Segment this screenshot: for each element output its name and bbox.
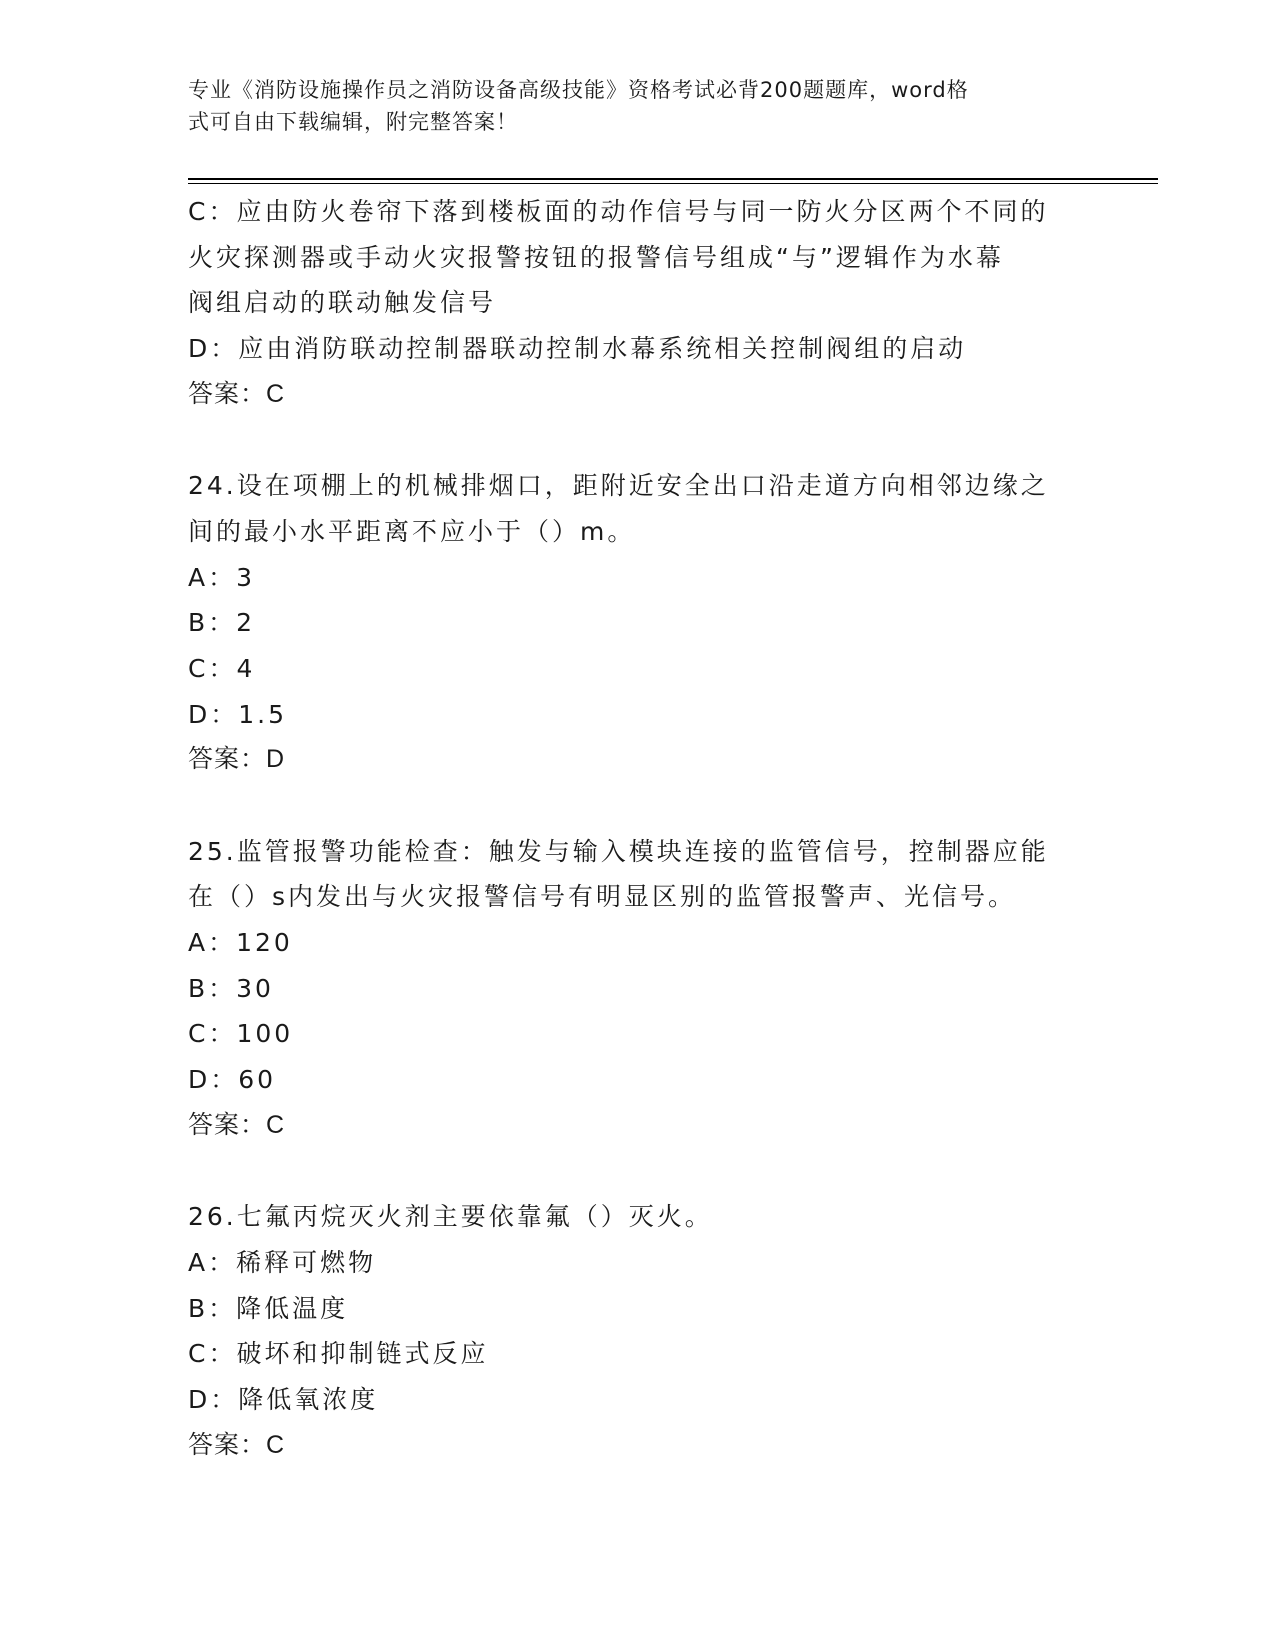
answer: 答案：C xyxy=(188,1430,286,1459)
carryover-question xyxy=(188,189,1088,417)
option-a: A：稀释可燃物 xyxy=(188,1247,377,1277)
option-b: B：降低温度 xyxy=(188,1293,349,1323)
question-stem-line: 25.监管报警功能检查：触发与输入模块连接的监管信号，控制器应能 xyxy=(188,836,1049,866)
header-divider-thin xyxy=(188,183,1158,184)
option-c-line: 阀组启动的联动触发信号 xyxy=(188,288,497,318)
option-d: D：1.5 xyxy=(188,699,288,729)
question-25 xyxy=(188,829,1088,1149)
answer: 答案：D xyxy=(188,745,286,774)
option-a: A：3 xyxy=(188,562,256,592)
question-stem-line: 24.设在项棚上的机械排烟口，距附近安全出口沿走道方向相邻边缘之 xyxy=(188,471,1049,501)
question-stem-line: 间的最小水平距离不应小于（）m。 xyxy=(188,516,636,546)
option-a: A：120 xyxy=(188,928,293,957)
option-b: B：2 xyxy=(188,608,256,638)
spacer xyxy=(188,417,1088,463)
question-24 xyxy=(188,463,1088,783)
answer: 答案：C xyxy=(188,379,286,408)
header-divider-thick xyxy=(188,178,1158,180)
question-stem-line: 在（）s内发出与火灾报警信号有明显区别的监管报警声、光信号。 xyxy=(188,882,1017,912)
spacer xyxy=(188,1148,1088,1194)
answer: 答案：C xyxy=(188,1110,286,1139)
option-d: D：60 xyxy=(188,1065,277,1095)
option-c-line: 火灾探测器或手动火灾报警按钮的报警信号组成“与”逻辑作为水幕 xyxy=(188,242,1004,272)
option-c: C：100 xyxy=(188,1019,294,1049)
question-content xyxy=(188,189,1088,1468)
option-c-line: C：应由防火卷帘下落到楼板面的动作信号与同一防火分区两个不同的 xyxy=(188,197,1049,226)
header-title-line-1: 专业《消防设施操作员之消防设备高级技能》资格考试必背200题题库，word格 xyxy=(188,78,969,102)
spacer xyxy=(188,783,1088,829)
question-26 xyxy=(188,1194,1088,1468)
option-d: D：降低氧浓度 xyxy=(188,1384,379,1414)
option-b: B：30 xyxy=(188,973,274,1003)
question-stem-line: 26.七氟丙烷灭火剂主要依靠氟（）灭火。 xyxy=(188,1202,713,1232)
option-c: C：破坏和抑制链式反应 xyxy=(188,1339,489,1369)
option-d: D：应由消防联动控制器联动控制水幕系统相关控制阀组的启动 xyxy=(188,334,967,364)
option-c: C：4 xyxy=(188,653,256,683)
header-title-line-2: 式可自由下载编辑，附完整答案！ xyxy=(188,110,518,134)
document-header xyxy=(188,74,1068,138)
